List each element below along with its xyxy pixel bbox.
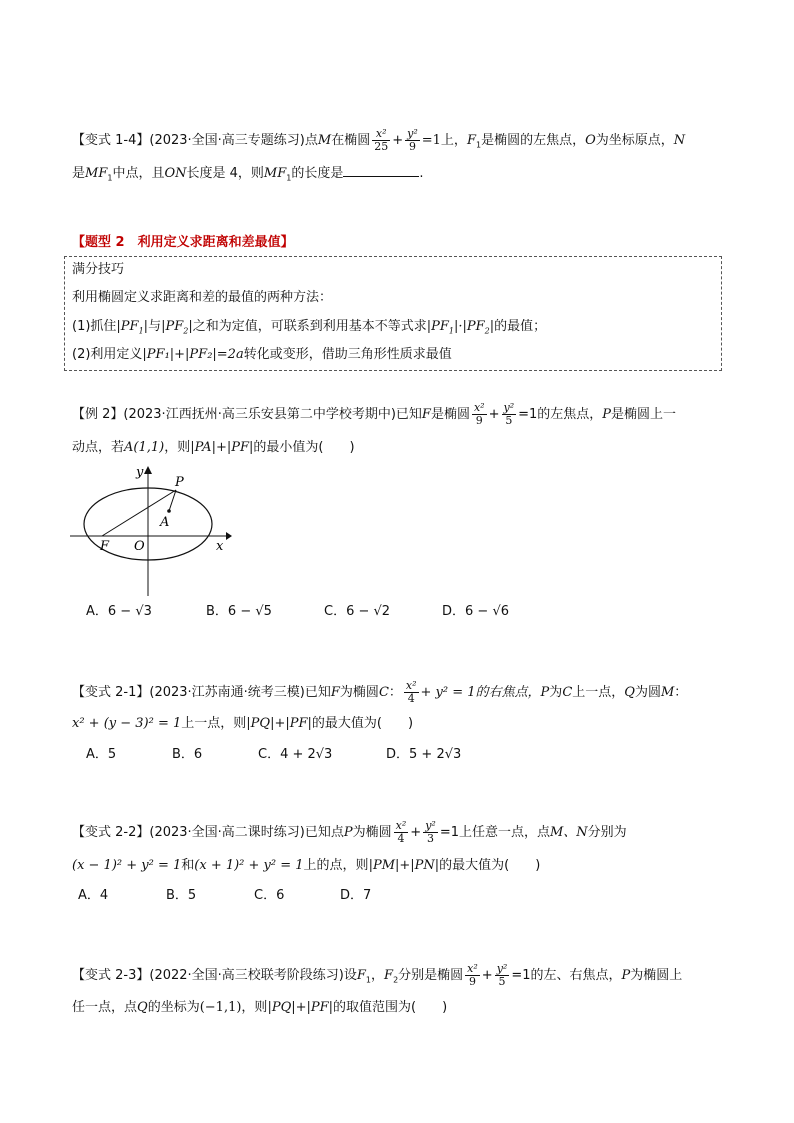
label-x: x <box>216 539 224 554</box>
ex2-line2: 动点，若A(1,1)，则|PA|+|PF|的最小值为( ) <box>72 440 355 455</box>
v21-line1: 【变式 2-1】(2023·江苏南通·统考三模)已知F为椭圆C： $\frac{\text{x²}}{4}$ + y² = 1的右焦点，P为C上一点，Q为圆M： <box>72 679 688 705</box>
fraction-y2-9: $\frac{\text{y²}}{9}$ <box>407 127 418 153</box>
option-d[interactable]: D．7 <box>340 888 372 903</box>
ex2-tag: 【例 2】 <box>72 407 124 422</box>
v21-line2: x² + (y − 3)² = 1上一点，则|PQ|+|PF|的最大值为( ) <box>72 716 414 731</box>
label-y: y <box>136 465 144 480</box>
label-A: A <box>160 515 170 530</box>
q14-tag: 【变式 1-4】 <box>72 133 150 148</box>
option-b[interactable]: B．5 <box>166 888 197 903</box>
v22-options <box>78 886 371 906</box>
tips-line3: (2)利用定义|PF₁|+|PF₂|=2a转化或变形，借助三角形性质求最值 <box>72 347 452 362</box>
option-d[interactable]: D．6 − √6 <box>442 604 509 619</box>
tips-title: 满分技巧 <box>72 262 125 277</box>
option-c[interactable]: C．6 <box>254 888 285 903</box>
y-axis-arrow <box>144 466 152 474</box>
option-b[interactable]: B．6 − √5 <box>206 604 272 619</box>
q14-line2: 是$MF_1$中点，且ON长度是 4，则$MF_1$的长度是 . <box>72 162 424 189</box>
v22-tag: 【变式 2-2】 <box>72 825 150 840</box>
v23-line1: 【变式 2-3】(2022·全国·高三校联考阶段练习)设$F_1$，$F_2$分别是椭圆 $\frac{\text{x²}}{9}$ + $\frac{\text{y²}}{5}$ =1的左、右焦点，P为椭圆上 <box>72 962 683 988</box>
ex2-line1: 【例 2】(2023·江西抚州·高三乐安县第二中学校考期中)已知F是椭圆 $\frac{\text{x²}}{9}$ + $\frac{\text{y²}}{5}$ =1的左焦点，P是椭圆上一 <box>72 401 677 427</box>
v23-line2: 任一点，点Q的坐标为(−1,1)，则|PQ|+|PF|的取值范围为( ) <box>72 1000 448 1015</box>
v22-line1: 【变式 2-2】(2023·全国·高二课时练习)已知点P为椭圆 $\frac{\text{x²}}{4}$ + $\frac{\text{y²}}{3}$ =1上任意一点，点M、N分别为 <box>72 819 627 845</box>
point-A <box>167 509 171 513</box>
v21-options <box>86 745 461 765</box>
option-a[interactable]: A．5 <box>86 747 117 762</box>
fraction-x2-25: $\frac{\text{x²}}{25}$ <box>374 127 389 153</box>
option-c[interactable]: C．4 + 2√3 <box>258 747 333 762</box>
label-F: F <box>100 539 110 554</box>
ex2-options <box>86 602 509 622</box>
tips-line2: (1)抓住$|PF_1|$与$|PF_2|$之和为定值，可联系到利用基本不等式求$|PF_1|\cdot|PF_2|$的最值； <box>72 319 547 336</box>
section-title: 【题型 2 利用定义求距离和差最值】 <box>72 235 294 250</box>
x-axis-arrow <box>226 532 232 540</box>
v21-tag: 【变式 2-1】 <box>72 685 150 700</box>
label-O: O <box>134 539 145 554</box>
answer-blank[interactable] <box>343 162 419 177</box>
q14-line1: 【变式 1-4】(2023·全国·高三专题练习)点M在椭圆 $\frac{\text{x²}}{25}$ + $\frac{\text{y²}}{9}$ =1上，$F_1$是椭圆的左焦点，O为坐标原点，N <box>72 127 686 153</box>
v22-line2: (x − 1)² + y² = 1和(x + 1)² + y² = 1上的点，则|PM|+|PN|的最大值为( ) <box>72 858 541 873</box>
v23-tag: 【变式 2-3】 <box>72 968 150 983</box>
option-d[interactable]: D．5 + 2√3 <box>386 747 462 762</box>
label-P: P <box>175 475 184 490</box>
option-c[interactable]: C．6 − √2 <box>324 604 391 619</box>
option-a[interactable]: A．4 <box>78 888 109 903</box>
tips-line1: 利用椭圆定义求距离和差的最值的两种方法： <box>72 290 333 305</box>
option-a[interactable]: A．6 − √3 <box>86 604 152 619</box>
ellipse-figure <box>66 462 236 600</box>
option-b[interactable]: B．6 <box>172 747 203 762</box>
